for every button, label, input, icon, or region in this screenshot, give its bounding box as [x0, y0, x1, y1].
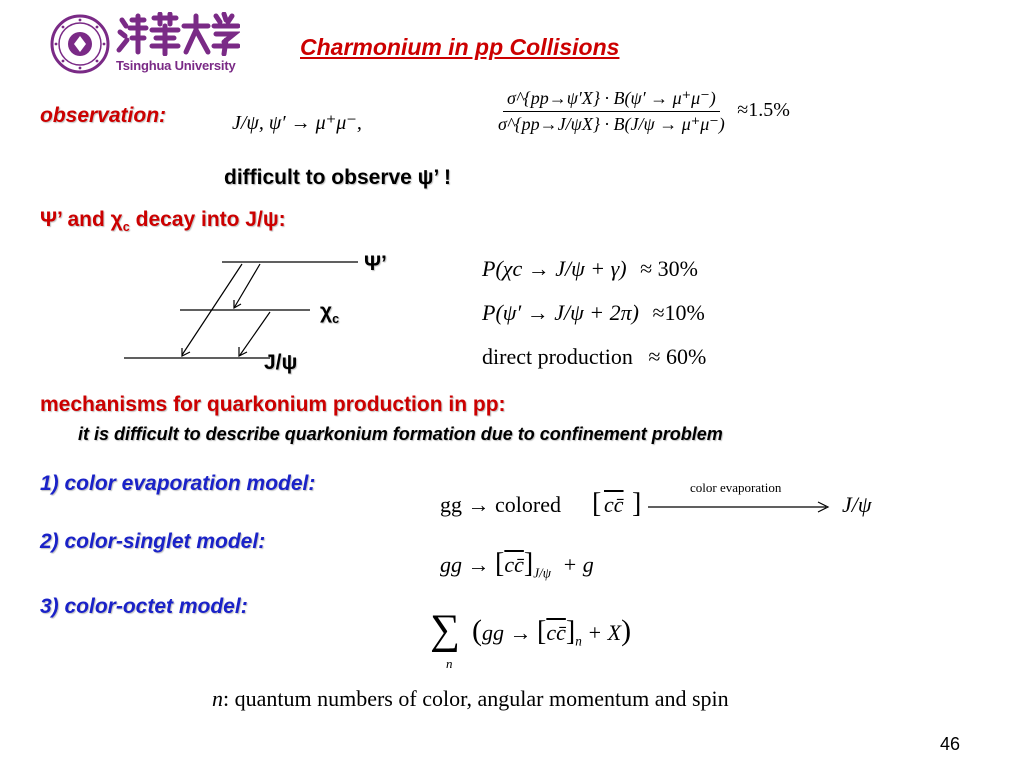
- csm-sub: J/ψ: [533, 565, 551, 581]
- com-body: $(gg \to [cc̄]_n + X)$: [472, 614, 632, 649]
- label-jpsi: J/ψ: [264, 351, 298, 374]
- university-logo: [46, 10, 246, 80]
- ratio-denominator: σ^{pp→J/ψX} · B(J/ψ → μ⁺μ⁻): [498, 114, 725, 134]
- com-right: + X: [587, 620, 622, 645]
- decay-heading-b: decay into J/ψ:: [129, 208, 286, 231]
- eq-p-psi-text: P(ψ′ → J/ψ + 2π): [482, 300, 639, 325]
- eq-direct-value: ≈ 60%: [648, 344, 707, 369]
- observation-label: observation:: [40, 104, 167, 127]
- transition-chi-to-jpsi: [240, 312, 270, 355]
- decay-heading-sub: c: [122, 220, 130, 235]
- eq-p-chi-value: ≈ 30%: [640, 256, 698, 281]
- com-sub: n: [575, 633, 582, 649]
- eq-color-evaporation: [440, 480, 910, 528]
- level-diagram: [120, 252, 380, 372]
- tsinghua-seal-icon: [50, 14, 110, 74]
- eq-direct-text: direct production: [482, 344, 633, 369]
- ratio-value: ≈1.5%: [737, 98, 790, 121]
- decay-heading: [40, 208, 286, 234]
- label-chi-c-sub: c: [332, 312, 340, 327]
- long-arrow-icon: [646, 500, 832, 514]
- chinese-calligraphy-logotype: [116, 12, 240, 56]
- com-cc: cc̄: [546, 620, 566, 645]
- eq-direct: [482, 344, 706, 370]
- model-2-label: 2) color-singlet model:: [40, 530, 266, 553]
- eq-color-singlet: [440, 548, 594, 581]
- decay-heading-a: Ψ’ and χ: [40, 208, 123, 231]
- obs-equation: [232, 110, 362, 135]
- csm-bracket-close: ]: [523, 548, 534, 579]
- ratio-equation: [494, 88, 790, 135]
- footnote-var: n: [212, 686, 223, 711]
- cem-right: J/ψ: [842, 492, 872, 517]
- mechanisms-subtext: it is difficult to describe quarkonium formation due to confinement problem: [78, 424, 723, 444]
- model-3-label: 3) color-octet model:: [40, 595, 248, 618]
- label-chi-c-main: χ: [320, 300, 333, 323]
- cem-left: gg → colored: [440, 492, 561, 517]
- eq-p-psi-value: ≈10%: [652, 300, 705, 325]
- cem-cc: cc̄: [604, 492, 624, 517]
- mechanisms-heading: mechanisms for quarkonium production in pp:: [40, 393, 506, 416]
- csm-bracket-open: [: [495, 548, 505, 579]
- eq-p-psi: [482, 300, 705, 326]
- csm-right: + g: [562, 552, 594, 577]
- page-number: 46: [940, 734, 961, 754]
- difficult-note: difficult to observe ψ’ !: [224, 166, 452, 189]
- footnote: [212, 686, 729, 712]
- eq-p-chi: [482, 256, 698, 282]
- label-chi-c: [320, 300, 339, 326]
- label-psi-prime: Ψ’: [364, 252, 387, 275]
- cem-bracket-close: ]: [632, 488, 642, 519]
- model-1-label: 1) color evaporation model:: [40, 472, 316, 495]
- footnote-text: : quantum numbers of color, angular momentum and spin: [223, 686, 729, 711]
- eq-p-chi-text: P(χc → J/ψ + γ): [482, 256, 627, 281]
- eq-color-octet: [430, 606, 730, 676]
- csm-cc: cc̄: [504, 552, 524, 577]
- com-index: n: [446, 656, 453, 671]
- cem-arrow-label: color evaporation: [690, 480, 782, 495]
- obs-equation-text: J/ψ, ψ′ → μ⁺μ⁻,: [232, 112, 362, 134]
- slide-title: Charmonium in pp Collisions: [300, 34, 620, 60]
- ratio-numerator: σ^{pp→ψ′X} · B(ψ′ → μ⁺μ⁻): [503, 88, 720, 112]
- university-name: Tsinghua University: [116, 58, 236, 73]
- csm-left: gg →: [440, 552, 490, 577]
- cem-bracket-open: [: [592, 488, 602, 519]
- ratio-fraction: [494, 88, 729, 135]
- com-sum: ∑: [430, 607, 460, 653]
- com-left: gg →: [482, 620, 532, 645]
